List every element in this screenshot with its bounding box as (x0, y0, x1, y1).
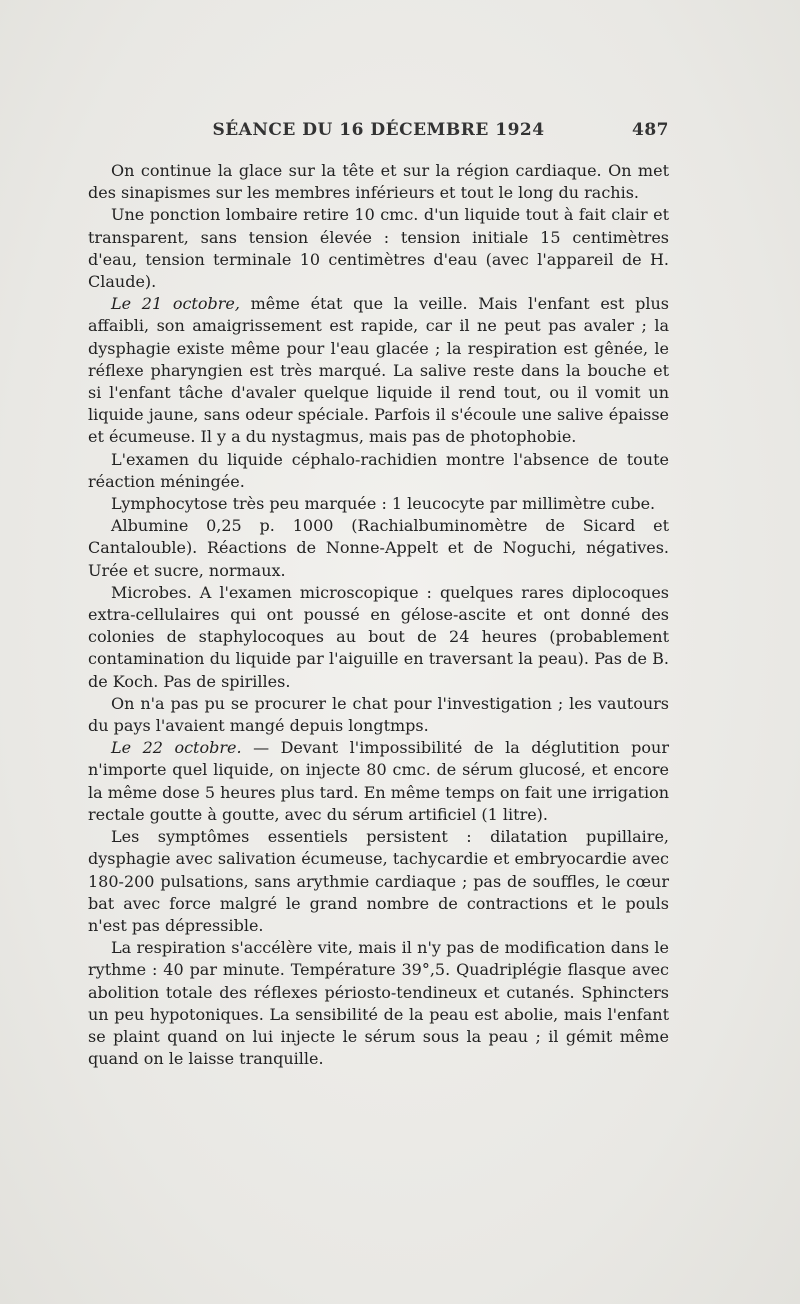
paragraph-text: L'examen du liquide céphalo-rachidien montre l'absence de toute réaction méningée. (88, 449, 669, 491)
paragraph-2 (88, 204, 669, 293)
paragraph-8 (88, 693, 669, 737)
paragraph-3 (88, 293, 669, 448)
paragraph-text: On n'a pas pu se procurer le chat pour l'investigation ; les vautours du pays l'avaient mangé depuis longtmps. (88, 693, 669, 736)
paragraph-text: Les symptômes essentiels persistent : dilatation pupillaire, dysphagie avec salivation écumeuse, tachycardie et embryocardie avec 180-200 pulsations, sans arythmie cardiaque ; pas de souffles, le cœur bat avec force malgré le grand nombre de contractions et le pouls n'est pas dépressible. (88, 827, 669, 935)
paragraph-1 (88, 160, 669, 204)
paragraph-10 (88, 826, 669, 937)
paragraph-5 (88, 493, 669, 515)
header-title: SÉANCE DU 16 DÉCEMBRE 1924 (212, 120, 545, 140)
paragraph-text: Microbes. A l'examen microscopique : quelques rares diplocoques extra-cellulaires qui ont poussé en gélose-ascite et ont donné des colonies de staphylocoques au bout de 24 heures (probablement contamination du liquide par l'aiguille en traversant la peau). Pas de B. de Koch. Pas de spirilles. (88, 582, 669, 691)
paragraph-text: Lymphocytose très peu marquée : 1 leucocyte par millimètre cube. (111, 494, 656, 514)
paragraph-text: — Devant l'impossibilité de la déglutition pour n'importe quel liquide, on injecte 80 cmc. de sérum glucosé, et encore la même dose 5 heures plus tard. En même temps on fait une irrigation rectale goutte à goutte, avec du sérum artificiel (1 litre). (88, 738, 669, 824)
page-number: 487 (632, 120, 669, 140)
paragraph-text: Albumine 0,25 p. 1000 (Rachialbuminomètre de Sicard et Cantalouble). Réactions de Nonne-Appelt et de Noguchi, négatives. Urée et sucre, normaux. (88, 516, 669, 580)
paragraph-6 (88, 515, 669, 582)
date-lead: Le 21 octobre, (111, 294, 240, 314)
paragraph-text: Une ponction lombaire retire 10 cmc. d'un liquide tout à fait clair et transparent, sans tension élevée : tension initiale 15 centimètres d'eau, tension terminale 10 centimètres d'eau (avec l'appareil de H. Claude). (88, 205, 669, 292)
paragraph-11 (88, 937, 669, 1070)
paragraph-text: La respiration s'accélère vite, mais il n'y pas de modification dans le rythme : 40 par minute. Température 39°,5. Quadriplégie flasque avec abolition totale des réflexes périosto-tendineux et cutanés. Sphincters un peu hypotoniques. La sensibilité de la peau est abolie, mais l'enfant se plaint quand on lui injecte le sérum sous la peau ; il gémit même quand on le laisse tranquille. (88, 938, 669, 1069)
paragraph-text: même état que la veille. Mais l'enfant est plus affaibli, son amaigrissement est rapide, car il ne peut pas avaler ; la dysphagie existe même pour l'eau glacée ; la respiration est gênée, le réflexe pharyngien est très marqué. La salive reste dans la bouche et si l'enfant tâche d'avaler quelque liquide il rend tout, ou il vomit un liquide jaune, sans odeur spéciale. Parfois il s'écoule une salive épaisse et écumeuse. Il y a du nystagmus, mais pas de photophobie. (88, 294, 669, 447)
running-header (88, 120, 669, 144)
paragraph-7 (88, 582, 669, 693)
date-lead: Le 22 octobre. (111, 738, 242, 758)
paragraph-9 (88, 737, 669, 826)
paragraph-text: On continue la glace sur la tête et sur la région cardiaque. On met des sinapismes sur les membres inférieurs et tout le long du rachis. (88, 161, 669, 203)
paragraph-4 (88, 449, 669, 493)
body-text (88, 160, 669, 1070)
